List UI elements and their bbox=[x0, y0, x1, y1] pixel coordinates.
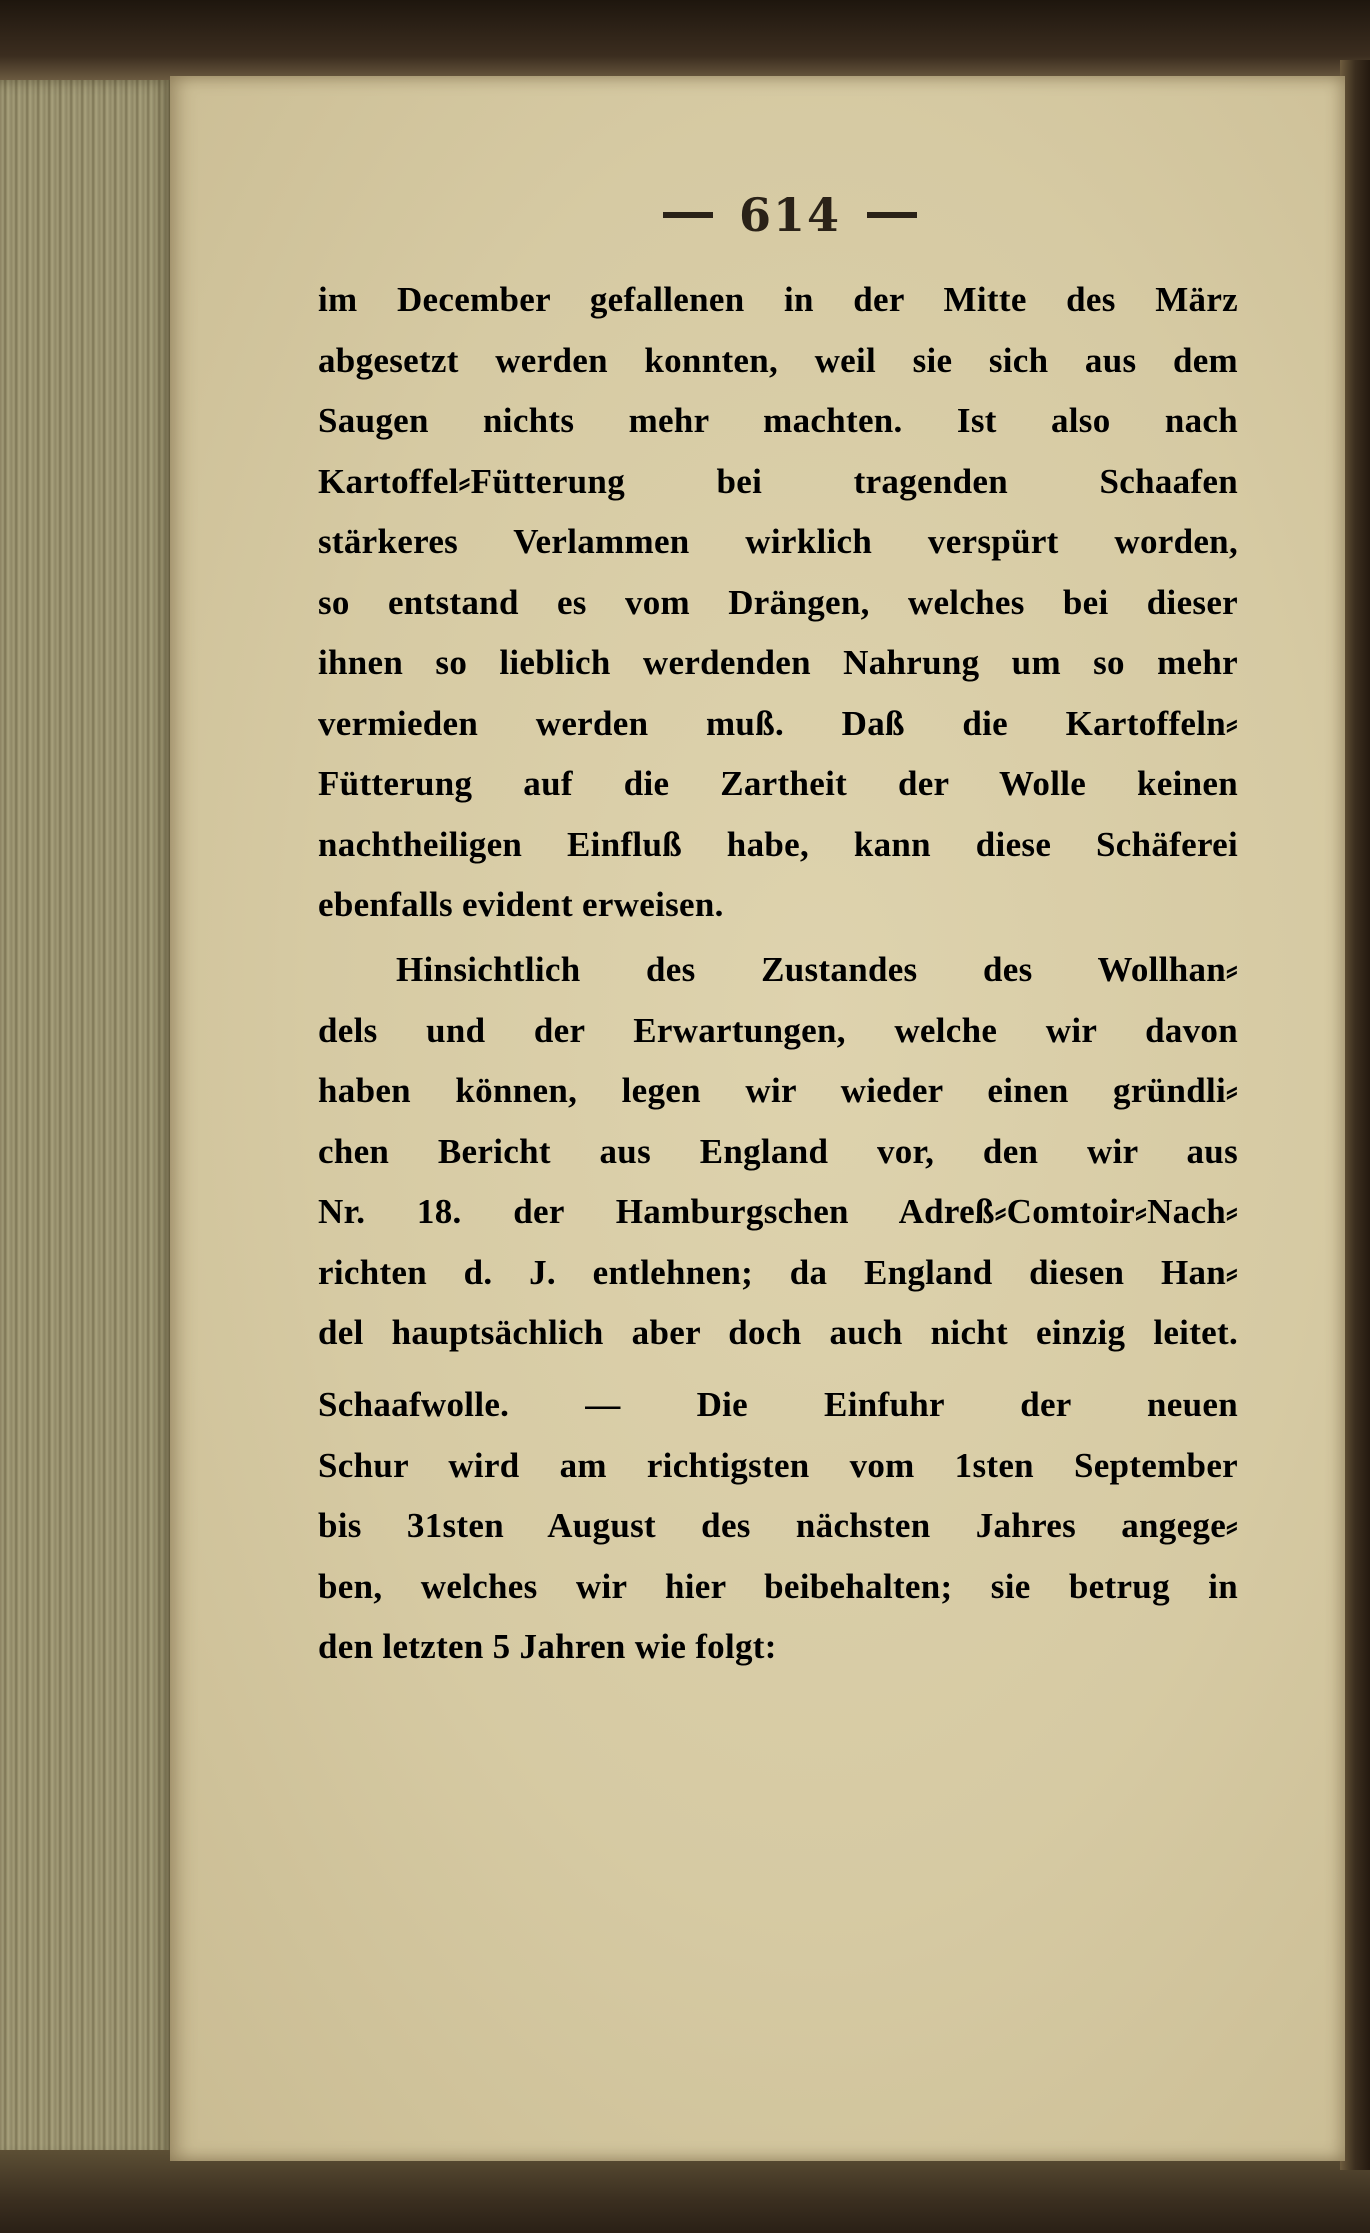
text-line: Schur wird am richtigsten vom 1sten September bbox=[318, 1445, 1238, 1485]
header-dash-left bbox=[663, 212, 713, 218]
text-line: haben können, legen wir wieder einen gründli⸗ bbox=[318, 1071, 1238, 1110]
text-line: Nr. 18. der Hamburgschen Adreß⸗Comtoir⸗Nach⸗ bbox=[318, 1192, 1238, 1231]
text-line: Kartoffel⸗Fütterung bei tragenden Schaafen bbox=[318, 461, 1238, 501]
scan-bottom-border bbox=[0, 2150, 1370, 2233]
header-dash-right bbox=[867, 212, 917, 218]
paragraph bbox=[318, 1375, 1238, 1678]
text-line: ebenfalls evident erweisen. bbox=[318, 885, 724, 924]
page-header bbox=[640, 180, 940, 250]
text-line: vermieden werden muß. Daß die Kartoffeln⸗ bbox=[318, 703, 1238, 743]
text-line: dels und der Erwartungen, welche wir davon bbox=[318, 1010, 1238, 1050]
scan-top-border bbox=[0, 0, 1370, 80]
page-number: 614 bbox=[738, 188, 842, 242]
text-line: chen Bericht aus England vor, den wir aus bbox=[318, 1131, 1238, 1171]
text-line: bis 31sten August des nächsten Jahres angege⸗ bbox=[318, 1506, 1238, 1545]
text-line: richten d. J. entlehnen; da England diesen Han⸗ bbox=[318, 1252, 1238, 1292]
book-page-edges bbox=[0, 80, 175, 2160]
text-line: Fütterung auf die Zartheit der Wolle keinen bbox=[318, 764, 1238, 803]
text-line: del hauptsächlich aber doch auch nicht einzig leitet. bbox=[318, 1313, 1238, 1352]
text-line: Schaafwolle. — Die Einfuhr der neuen bbox=[318, 1385, 1238, 1424]
text-line: nachtheiligen Einfluß habe, kann diese Schäferei bbox=[318, 824, 1238, 864]
text-line: im December gefallenen in der Mitte des März bbox=[318, 280, 1238, 319]
paragraph bbox=[318, 270, 1238, 936]
text-line: ihnen so lieblich werdenden Nahrung um so mehr bbox=[318, 643, 1238, 682]
text-line: abgesetzt werden konnten, weil sie sich aus dem bbox=[318, 340, 1238, 380]
text-line: Saugen nichts mehr machten. Ist also nach bbox=[318, 401, 1238, 440]
paragraph bbox=[318, 940, 1238, 1364]
text-line: Hinsichtlich des Zustandes des Wollhan⸗ bbox=[396, 950, 1238, 989]
text-line: ben, welches wir hier beibehalten; sie betrug in bbox=[318, 1566, 1238, 1606]
text-line: stärkeres Verlammen wirklich verspürt worden, bbox=[318, 522, 1238, 561]
text-line: den letzten 5 Jahren wie folgt: bbox=[318, 1627, 777, 1666]
text-line: so entstand es vom Drängen, welches bei dieser bbox=[318, 582, 1238, 622]
